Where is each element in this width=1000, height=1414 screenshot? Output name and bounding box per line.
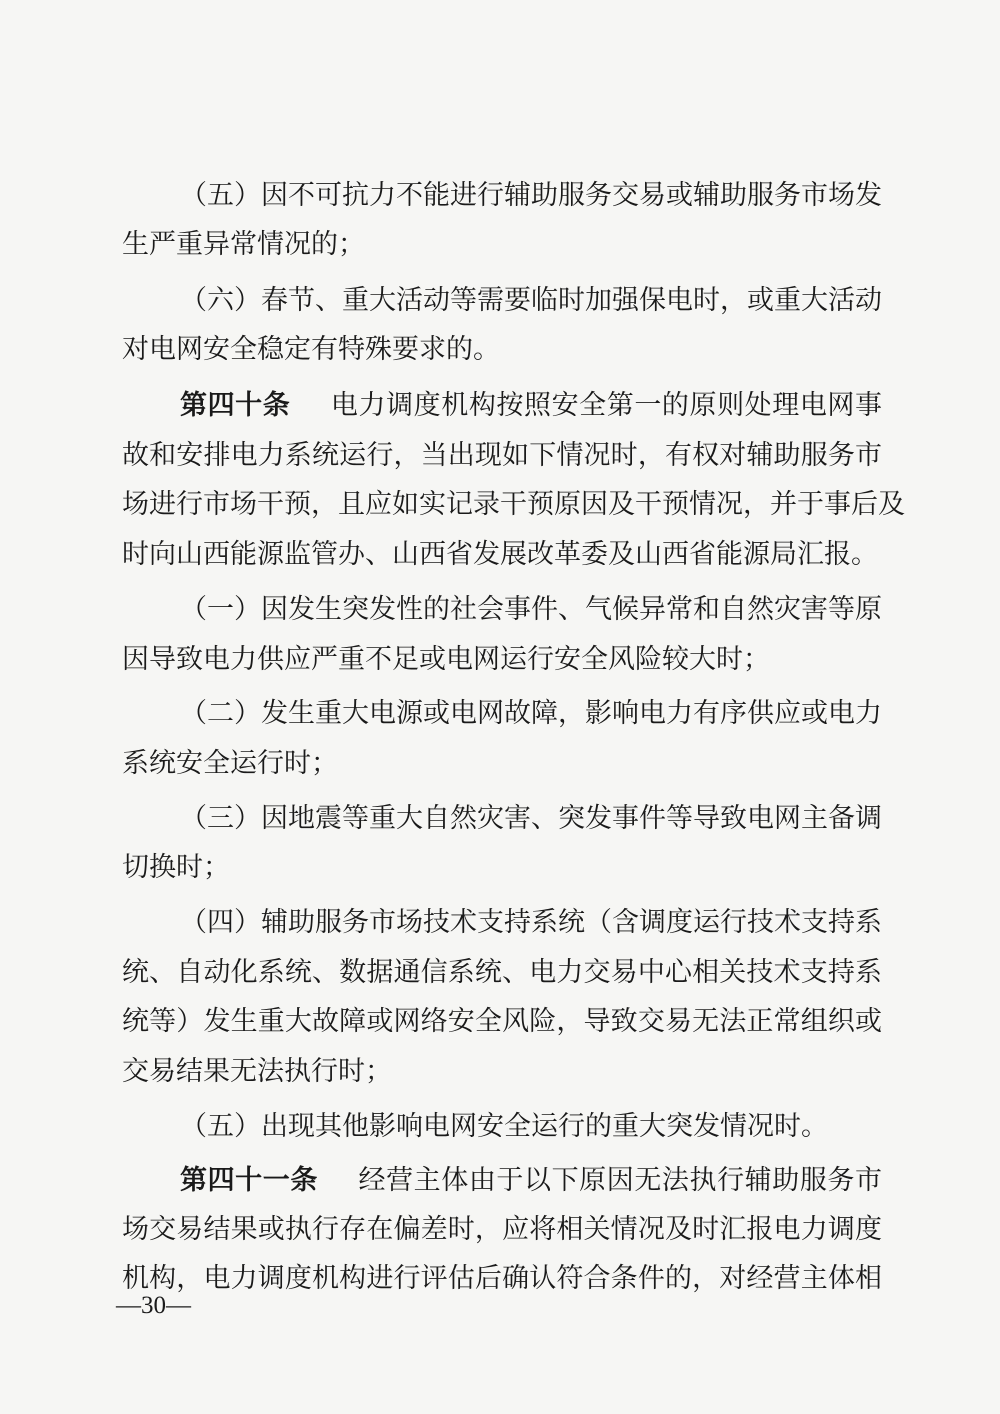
paragraph-line: （四）辅助服务市场技术支持系统（含调度运行技术支持系	[180, 907, 882, 938]
paragraph-line: 统、自动化系统、数据通信系统、电力交易中心相关技术支持系	[122, 957, 882, 988]
paragraph-line: （二）发生重大电源或电网故障，影响电力有序供应或电力	[180, 698, 882, 729]
article-40-heading: 第四十条	[180, 390, 291, 421]
paragraph-line: 场进行市场干预，且应如实记录干预原因及干预情况，并于事后及	[122, 489, 905, 520]
paragraph-line: 因导致电力供应严重不足或电网运行安全风险较大时；	[122, 644, 770, 675]
paragraph-line: 系统安全运行时；	[122, 748, 338, 779]
paragraph-line: 切换时；	[122, 852, 230, 883]
article-41-heading: 第四十一条	[180, 1165, 318, 1196]
paragraph-line: 故和安排电力系统运行，当出现如下情况时，有权对辅助服务市	[122, 440, 882, 471]
paragraph-line: （三）因地震等重大自然灾害、突发事件等导致电网主备调	[180, 803, 882, 834]
paragraph-line: （五）因不可抗力不能进行辅助服务交易或辅助服务市场发	[180, 180, 882, 211]
paragraph-line: 生严重异常情况的；	[122, 229, 365, 260]
paragraph-line: 对电网安全稳定有特殊要求的。	[122, 334, 500, 365]
paragraph-text: 电力调度机构按照安全第一的原则处理电网事	[330, 390, 883, 421]
paragraph-line: （六）春节、重大活动等需要临时加强保电时，或重大活动	[180, 285, 882, 316]
page-number: —30—	[116, 1292, 191, 1319]
paragraph-line: 机构，电力调度机构进行评估后确认符合条件的，对经营主体相	[122, 1263, 882, 1294]
article-41-first-line	[180, 1161, 882, 1201]
paragraph-text: 经营主体由于以下原因无法执行辅助服务市	[357, 1165, 883, 1196]
paragraph-line: 统等）发生重大故障或网络安全风险，导致交易无法正常组织或	[122, 1006, 882, 1037]
paragraph-line: 交易结果无法执行时；	[122, 1056, 392, 1087]
paragraph-line: （五）出现其他影响电网安全运行的重大突发情况时。	[180, 1111, 828, 1142]
paragraph-line: 场交易结果或执行存在偏差时，应将相关情况及时汇报电力调度	[122, 1214, 882, 1245]
paragraph-line: （一）因发生突发性的社会事件、气候异常和自然灾害等原	[180, 594, 882, 625]
article-40-first-line	[180, 386, 882, 426]
paragraph-line: 时向山西能源监管办、山西省发展改革委及山西省能源局汇报。	[122, 539, 878, 570]
